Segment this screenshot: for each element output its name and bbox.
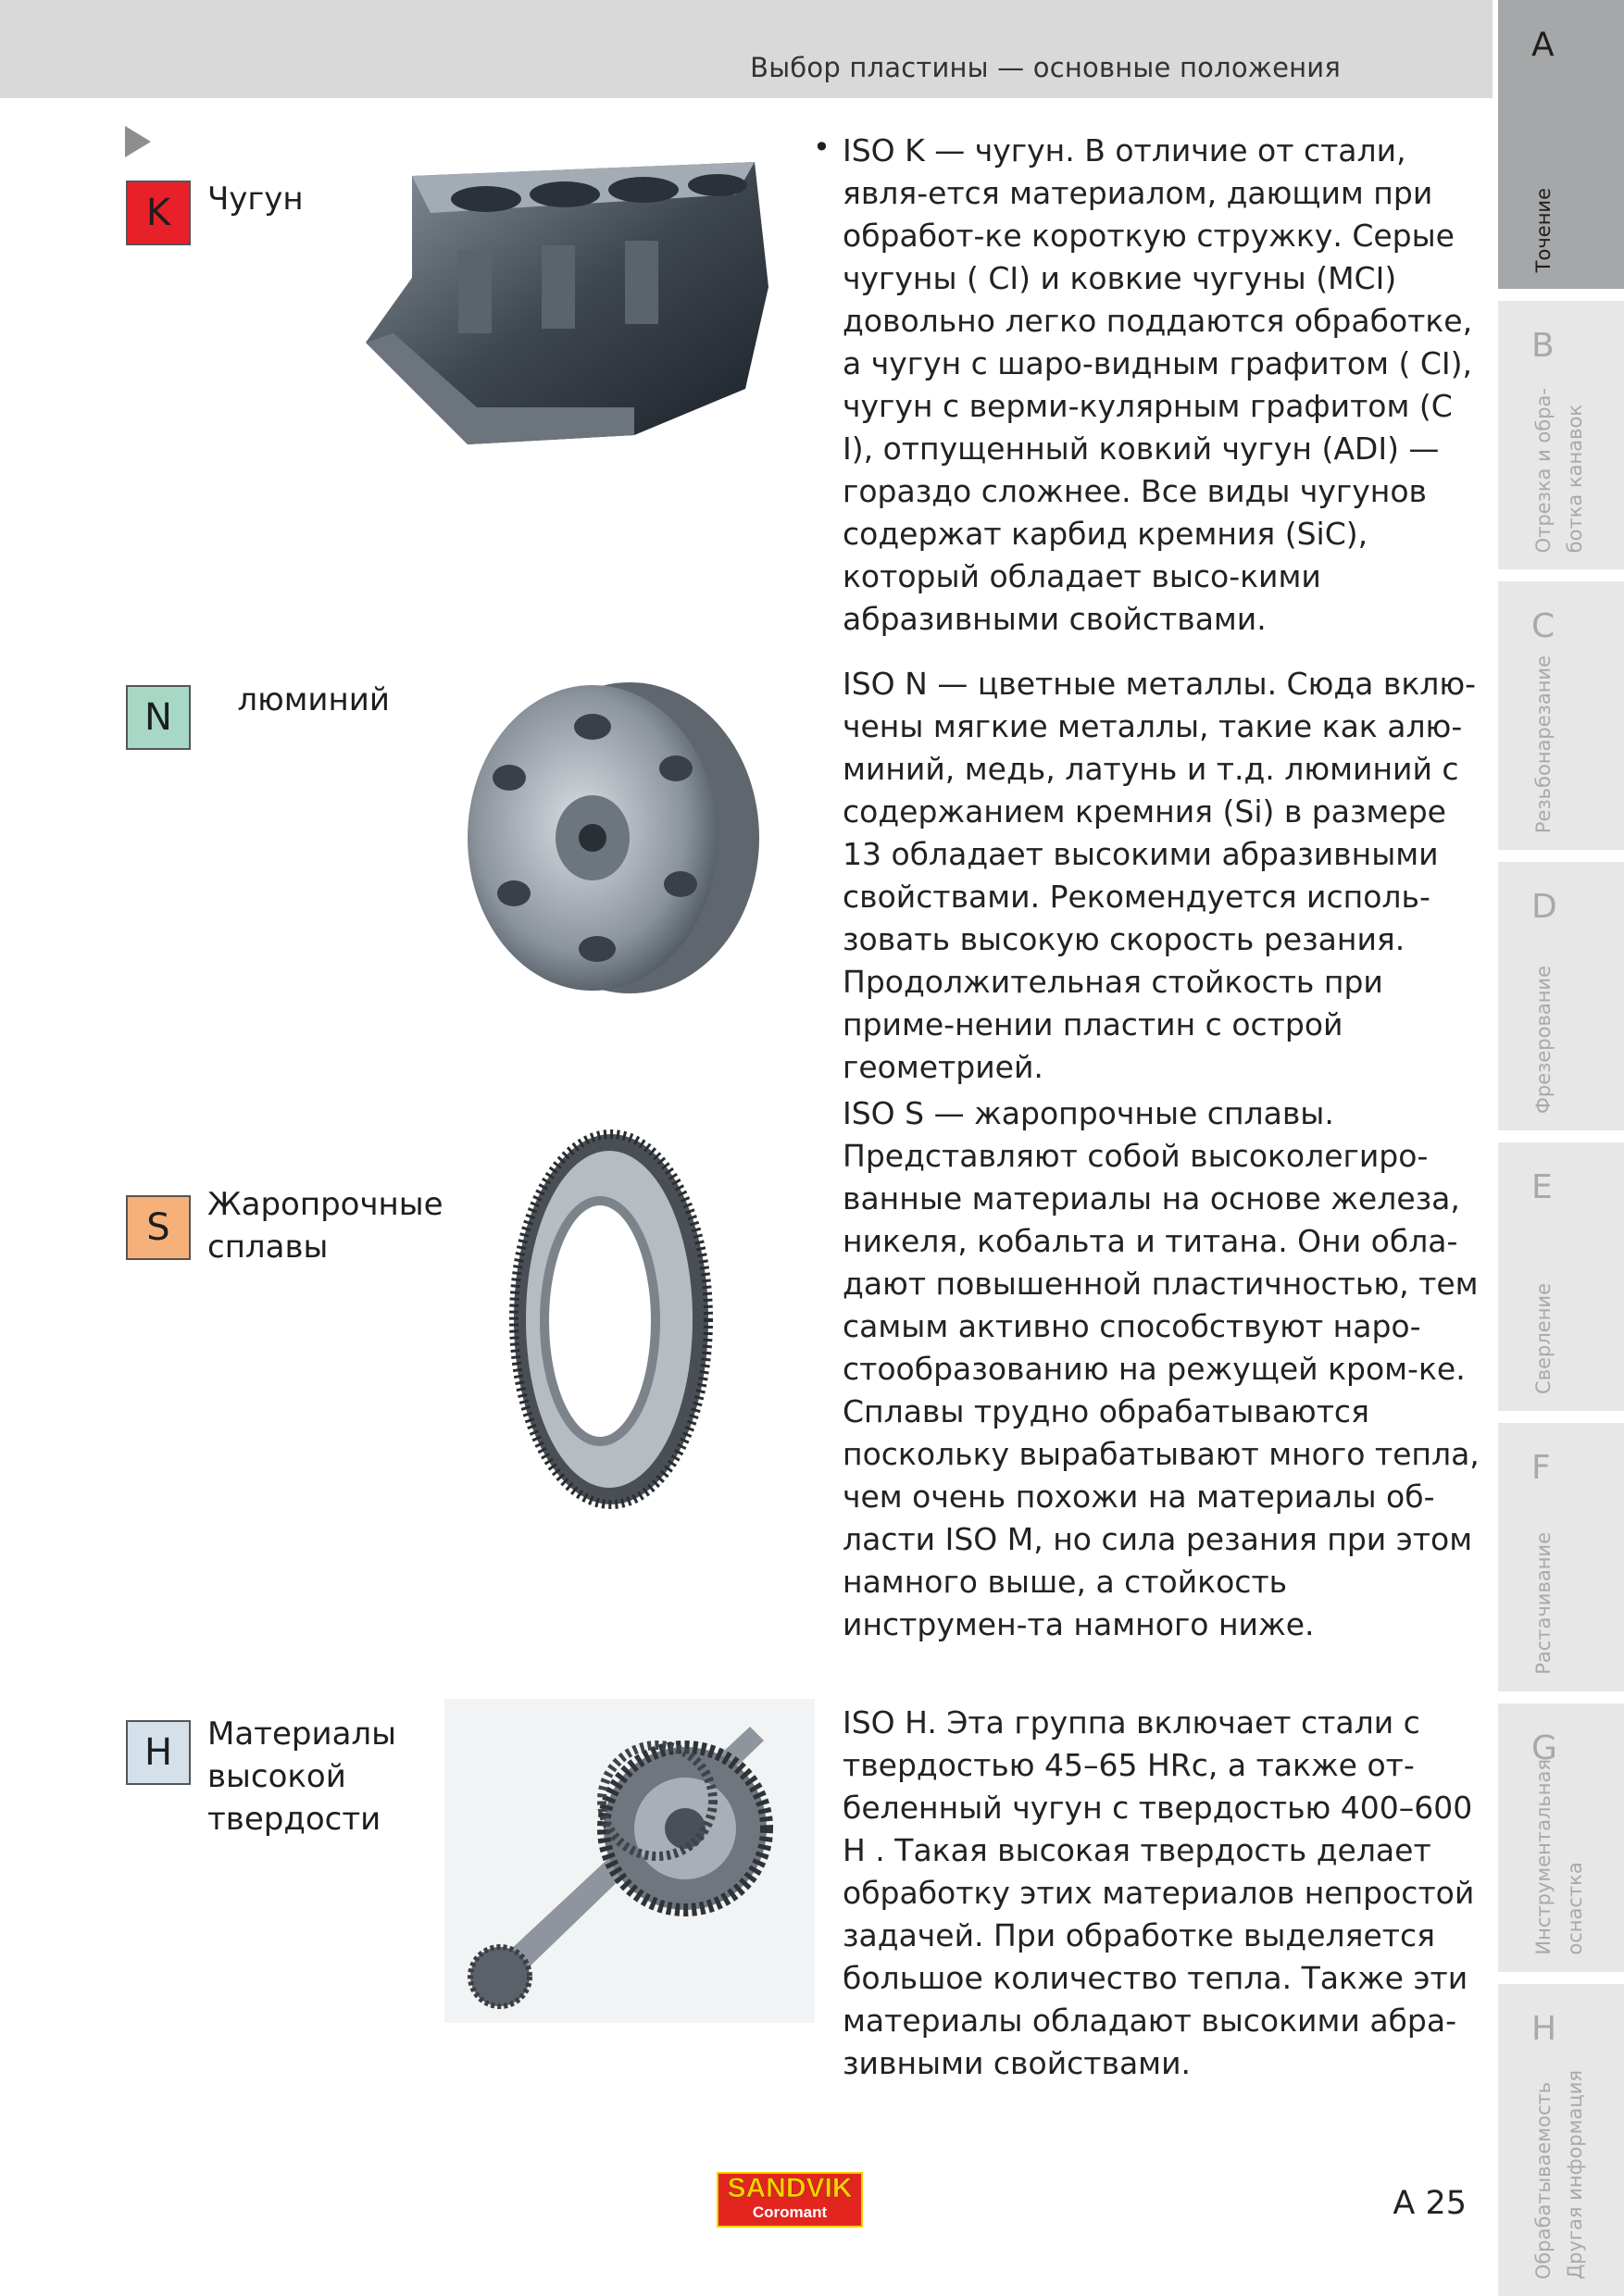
lead-k: ISO K xyxy=(843,132,925,168)
logo-sub-text: Coromant xyxy=(752,2203,828,2221)
tab-threading[interactable] xyxy=(1498,581,1624,850)
chapter-sidebar xyxy=(1498,0,1624,2296)
header-bar xyxy=(0,0,1493,98)
lead-h: ISO H xyxy=(843,1704,928,1741)
page-number: A 25 xyxy=(1393,2185,1467,2222)
text-s: — жаропрочные сплавы. Представляют собой высоколегиро-ванные материалы на основе железа, никеля, кобальта и титана. Они обла-дают повышенной пластичностью, тем самым активно способствуют наро-стообразованию на режущей кром-ке. Сплавы трудно обрабатываются поскольку вырабатывают много тепла, чем очень похожи на материалы об-ласти ISO M, но сила резания при этом намного выше, а стойкость инструмен-та намного ниже. xyxy=(843,1095,1480,1642)
engine-block-image xyxy=(356,157,773,454)
description-h xyxy=(843,1702,1481,2085)
description-k xyxy=(843,130,1481,641)
tab-letter: D xyxy=(1531,888,1557,926)
logo-main-text: SANDVIK xyxy=(727,2173,853,2203)
description-s xyxy=(843,1092,1481,1646)
text-h: . Эта группа включает стали с твердостью 45–65 HRc, а также от-беленный чугун с твердостью 400–600 H . Такая высокая твердость делает обработку этих материалов непростой задачей. При обработке выделяется большое количество тепла. Также эти материалы обладают высокими абра-зивными свойствами. xyxy=(843,1704,1475,2081)
tab-milling[interactable] xyxy=(1498,862,1624,1130)
tab-label: Инструментальная оснастка xyxy=(1532,1759,1586,1955)
tab-letter: F xyxy=(1531,1449,1551,1487)
iso-s-badge: S xyxy=(126,1195,191,1260)
iso-h-badge: H xyxy=(126,1720,191,1785)
tab-tooling[interactable] xyxy=(1498,1703,1624,1972)
tab-label: Фрезерование xyxy=(1532,965,1555,1114)
page-title: Выбор пластины — основные положения xyxy=(750,52,1341,83)
iso-n-badge: N xyxy=(126,685,191,750)
section-arrow-icon xyxy=(125,126,151,157)
tab-letter: G xyxy=(1531,1729,1557,1767)
iso-k-badge: K xyxy=(126,181,191,245)
tab-letter: E xyxy=(1531,1168,1553,1206)
tab-letter: A xyxy=(1531,26,1555,64)
lead-n: ISO N xyxy=(843,666,928,702)
tab-boring[interactable] xyxy=(1498,1423,1624,1691)
wheel-rim-image xyxy=(444,676,768,1000)
tab-label: Сверление xyxy=(1532,1283,1555,1394)
gear-shafts-image xyxy=(444,1699,815,2023)
tab-label: Обрабатываемость Другая информация xyxy=(1532,2069,1586,2279)
tab-label: Точение xyxy=(1532,187,1555,272)
tab-parting-grooving[interactable] xyxy=(1498,301,1624,569)
tab-turning[interactable] xyxy=(1498,0,1624,289)
turbine-disc-image xyxy=(491,1125,722,1514)
sandvik-coromant-logo xyxy=(717,2172,863,2227)
tab-letter: C xyxy=(1531,607,1555,645)
description-n xyxy=(843,663,1481,1089)
material-name-s: Жаропрочные сплавы xyxy=(207,1186,443,1266)
text-n: — цветные металлы. Сюда вклю-чены мягкие металлы, такие как алю-миний, медь, латунь и т.д. люминий с содержанием кремния (Si) в размере 13 обладает высокими абразивными свойствами. Рекомендуется исполь-зовать высокую скорость резания. Продолжительная стойкость при приме-нении пластин с острой геометрией. xyxy=(843,666,1477,1085)
material-name-h: Материалы высокой твердости xyxy=(207,1716,396,1838)
tab-letter: H xyxy=(1531,2010,1557,2048)
tab-label: Отрезка и обра- ботка канавок xyxy=(1532,387,1586,553)
lead-s: ISO S xyxy=(843,1095,925,1131)
material-name-k: Чугун xyxy=(207,181,304,218)
tab-letter: B xyxy=(1531,327,1555,365)
tab-drilling[interactable] xyxy=(1498,1142,1624,1411)
tab-label: Резьбонарезание xyxy=(1532,655,1555,833)
text-k: — чугун. В отличие от стали, явля-ется материалом, дающим при обработ-ке короткую стружку. Серые чугуны ( CI) и ковкие чугуны (MCI) довольно легко поддаются обработке, а чугун с шаро-видным графитом ( CI), чугун с верми-кулярным графитом (C I), отпущенный ковкий чугун (ADI) — гораздо сложнее. Все виды чугунов содержат карбид кремния (SiC), который обладает высо-кими абразивными свойствами. xyxy=(843,132,1473,637)
bullet-icon: • xyxy=(813,130,831,165)
tab-label: Растачивание xyxy=(1532,1532,1555,1675)
tab-machinability[interactable] xyxy=(1498,1984,1624,2296)
material-name-n: люминий xyxy=(207,681,390,718)
